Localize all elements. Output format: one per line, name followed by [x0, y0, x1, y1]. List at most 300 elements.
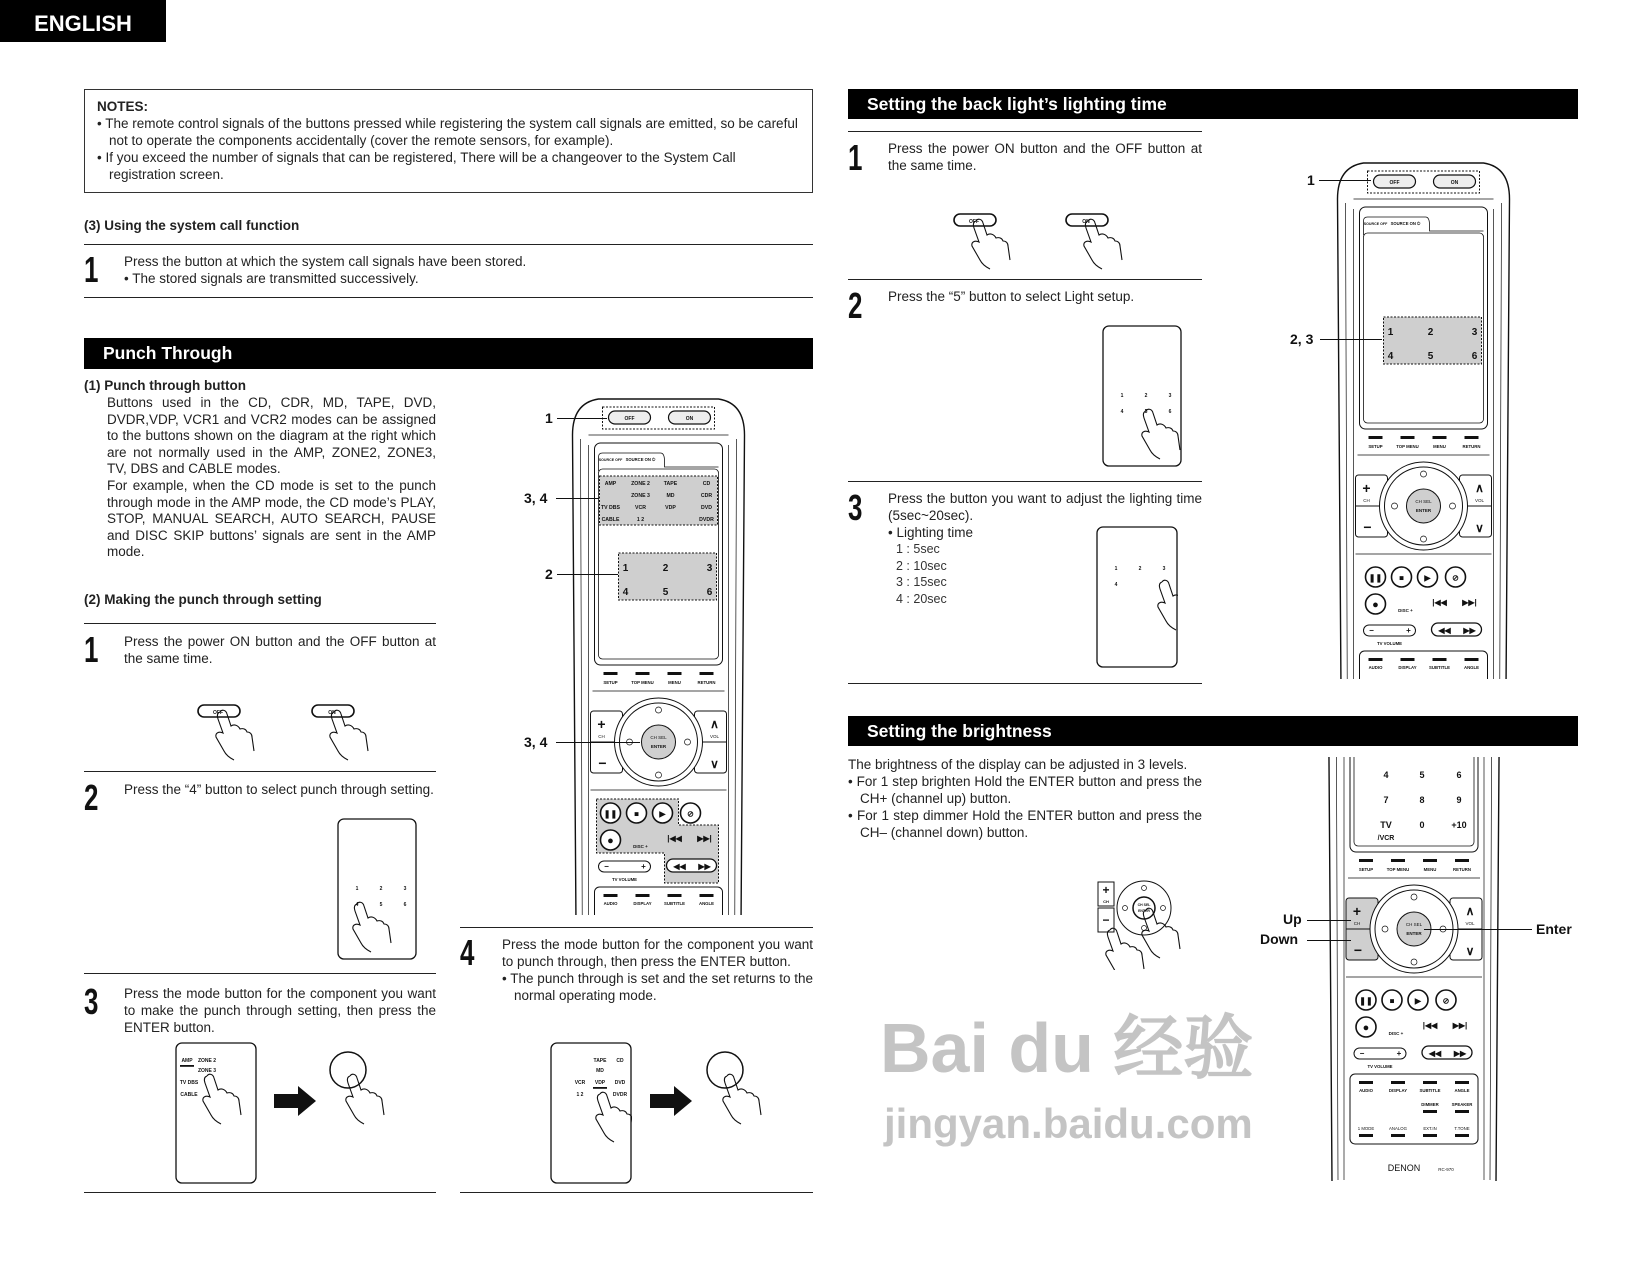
callout-label: 3, 4: [524, 734, 548, 750]
number-button-label: 4: [622, 587, 629, 598]
source-on-tab: SOURCE ON ⏻: [1390, 221, 1421, 226]
screen-button-label: VDP: [594, 1080, 606, 1086]
ch-label: CH: [1103, 899, 1109, 904]
lighting-time-label: • Lighting time: [888, 525, 974, 540]
function-button: [1455, 1081, 1469, 1084]
on-button-label: ON: [1082, 219, 1090, 225]
step-instruction: Press the mode button for the component you want to punch through, then press the ENTER button.: [502, 937, 813, 969]
number-button-label: 5: [1419, 770, 1425, 780]
screen-button-label: ZONE 2: [197, 1058, 217, 1064]
notes-title: NOTES:: [97, 99, 149, 114]
function-button-label: DISPLAY: [1388, 1088, 1408, 1093]
divider: [84, 973, 436, 974]
record-icon: ●: [1362, 1022, 1370, 1034]
number-button-label: 2: [662, 563, 669, 574]
fast-forward-icon: ▶▶: [698, 862, 711, 871]
function-button: [1391, 1134, 1405, 1137]
screen-button-label: 2: [1138, 566, 1142, 572]
system-call-heading: (3) Using the system call function: [84, 218, 300, 233]
screen-button-label: ZONE 3: [197, 1068, 217, 1074]
callout-label: 1: [545, 410, 553, 426]
step-text: Press the “5” button to select Light setup.: [888, 289, 1135, 304]
ch-label: CH: [1363, 498, 1370, 503]
screen-button-label: 3: [1168, 393, 1172, 399]
rewind-icon: ◀◀: [1428, 1049, 1442, 1058]
off-button-label: OFF: [969, 219, 979, 225]
hard-button: [668, 672, 682, 675]
ch-down-icon: −: [1353, 942, 1363, 958]
arrow-right-icon: [648, 1080, 696, 1129]
arrow-shape: [650, 1086, 692, 1116]
function-button: [700, 894, 714, 897]
screen-button-label: 4: [1120, 409, 1124, 415]
vol-up-icon: ∧: [710, 717, 719, 731]
number-button-label: 3: [706, 563, 713, 574]
callout-label: 2, 3: [1290, 331, 1314, 347]
function-button: [1455, 1110, 1469, 1113]
tv-volume-down-icon: −: [604, 862, 609, 871]
brightness-bullet: • For 1 step brighten Hold the ENTER button and press the CH+ (channel up) button.: [848, 774, 1202, 806]
callout-up: Up: [1283, 911, 1302, 927]
on-button-label: ON: [1450, 180, 1459, 186]
punch-through-description: [107, 395, 436, 561]
function-button: [1465, 658, 1479, 661]
number-button-label: 0: [1419, 820, 1425, 830]
subheading-making-setting: (2) Making the punch through setting: [84, 592, 322, 607]
lighting-time-option: 3 : 15sec: [896, 575, 947, 589]
callout-label: 1: [1307, 172, 1315, 188]
function-button-label: DISPLAY: [633, 901, 652, 906]
lighting-time-option: 2 : 10sec: [896, 558, 947, 573]
screen-illustration-number-5: [1102, 325, 1182, 472]
vol-up-icon: ∧: [1465, 904, 1475, 918]
mode-button-label: DVDR: [699, 517, 714, 523]
enter-press-illustration: [328, 1050, 398, 1145]
hard-button: [1369, 436, 1383, 439]
divider: [84, 244, 813, 245]
function-button-label: EXT.IN: [1423, 1126, 1437, 1131]
divider: [848, 481, 1202, 482]
number-button-label: 6: [706, 587, 713, 598]
number-button-label: 6: [1471, 351, 1478, 362]
leader-line: [556, 742, 640, 743]
step-number: 3: [84, 981, 99, 1022]
vol-label: VOL: [1474, 498, 1485, 503]
subheading-punch-through-button: (1) Punch through button: [84, 378, 246, 393]
hard-button-label: SETUP: [603, 680, 618, 685]
skip-back-icon: |◀◀: [667, 834, 682, 843]
rewind-icon: ◀◀: [673, 862, 686, 871]
screen-button-label: MD: [596, 1068, 604, 1074]
play-icon: ▶: [1424, 573, 1431, 583]
hard-button-label: RETURN: [1453, 867, 1471, 872]
step-number: 4: [460, 932, 475, 973]
hard-button-label: RETURN: [1462, 444, 1481, 449]
function-button: [1401, 658, 1415, 661]
leader-line: [556, 498, 599, 499]
screen-button-label: 2: [379, 886, 383, 892]
off-button-label: OFF: [624, 416, 635, 422]
leader-line: [1307, 920, 1351, 921]
on-button-label: ON: [685, 416, 694, 422]
screen-button-label: AMP: [181, 1058, 193, 1064]
leader-line: [557, 418, 607, 419]
brightness-bullet: • For 1 step dimmer Hold the ENTER button and press the CH– (channel down) button.: [848, 808, 1202, 840]
step-text: [502, 936, 813, 1004]
function-button: [1391, 1081, 1405, 1084]
hard-button: [700, 672, 714, 675]
off-button-press-illustration: [196, 703, 266, 768]
brightness-text: [848, 756, 1202, 841]
screen-illustration-component: [550, 1042, 632, 1189]
mode-button-label: CD: [702, 481, 711, 487]
function-button-label: SPEAKER: [1451, 1102, 1473, 1107]
lighting-time-option: 4 : 20sec: [896, 591, 947, 606]
screen-button-label: 1: [1114, 566, 1118, 572]
function-button-label: SUBTITLE: [663, 901, 686, 906]
number-button-label: 6: [1456, 770, 1462, 780]
step-text: Press the power ON button and the OFF button at the same time.: [124, 634, 436, 666]
hard-button-label: MENU: [668, 680, 681, 685]
brand-logo: DENON: [1387, 1163, 1421, 1173]
mute-icon: ⊘: [1442, 996, 1450, 1006]
hard-button: [1401, 436, 1415, 439]
screen-button-label: 3: [1162, 566, 1166, 572]
function-button-label: AUDIO: [1359, 1088, 1373, 1093]
number-button-label: TV: [1380, 820, 1392, 830]
mode-button-label: ZONE 2: [631, 481, 650, 487]
hard-button-label: MENU: [1423, 867, 1437, 872]
callout-down: Down: [1260, 931, 1299, 947]
screen-button-label: 1 2: [576, 1092, 584, 1098]
skip-forward-icon: ▶▶|: [697, 834, 712, 843]
pause-icon: ❚❚: [1368, 573, 1383, 583]
callout-enter: Enter: [1536, 921, 1572, 937]
disc-skip-label: DISC +: [1398, 608, 1413, 613]
divider: [848, 279, 1202, 280]
disc-skip-label: DISC +: [633, 844, 648, 849]
record-icon: ●: [1372, 599, 1379, 611]
function-button: [1369, 658, 1383, 661]
hard-button-label: RETURN: [697, 680, 716, 685]
rewind-icon: ◀◀: [1438, 626, 1451, 635]
tv-volume-up-icon: +: [1406, 626, 1411, 635]
enter-label: ENTER: [1415, 508, 1432, 513]
mode-button-label: MD: [666, 493, 675, 499]
divider: [460, 1192, 813, 1193]
source-off-tab: SOURCE OFF: [1363, 222, 1388, 226]
hard-button: [636, 672, 650, 675]
function-button: [1359, 1134, 1373, 1137]
function-button-label: DISPLAY: [1398, 665, 1417, 670]
screen-illustration-number-4: [337, 818, 417, 965]
vol-up-icon: ∧: [1475, 481, 1484, 495]
divider: [84, 1192, 436, 1193]
pause-icon: ❚❚: [603, 809, 618, 819]
play-icon: ▶: [1414, 996, 1422, 1006]
arrow-right-icon: [272, 1080, 320, 1129]
note-item: • If you exceed the number of signals that can be registered, There will be a changeover to the System Call registration screen.: [97, 150, 736, 182]
divider: [848, 683, 1202, 684]
function-button-label: 1 MODE: [1357, 1126, 1375, 1131]
disc-skip-label: DISC +: [1388, 1031, 1404, 1036]
number-button-label: 4: [1383, 770, 1389, 780]
mode-button-label: CABLE: [601, 517, 620, 523]
number-button-label: 4: [1387, 351, 1394, 362]
function-button: [668, 894, 682, 897]
hard-button-label: SETUP: [1368, 444, 1383, 449]
bottom-panel: [1350, 1074, 1478, 1144]
screen-button-label: DVDR: [612, 1092, 628, 1098]
number-button-label: 7: [1383, 795, 1389, 805]
arrow-shape: [274, 1086, 316, 1116]
hard-button: [604, 672, 618, 675]
function-button-label: DIMMER: [1421, 1102, 1439, 1107]
off-button-label: OFF: [213, 710, 223, 716]
number-button-label: 1: [622, 563, 629, 574]
hard-button: [1455, 859, 1469, 862]
brightness-intro: The brightness of the display can be adjusted in 3 levels.: [848, 757, 1188, 772]
step-text: Press the power ON button and the OFF button at the same time.: [888, 141, 1202, 173]
screen-button-label: CABLE: [180, 1092, 198, 1098]
fast-forward-icon: ▶▶: [1463, 626, 1476, 635]
pause-icon: ❚❚: [1359, 996, 1373, 1006]
step-instruction: Press the button at which the system call signals have been stored.: [124, 254, 527, 269]
note-item: • The remote control signals of the buttons pressed while registering the system call signals are emitted, so be careful not to operate the components accidentally (cover the remote sensors, for example).: [97, 116, 798, 148]
ch-up-icon: +: [1352, 903, 1362, 919]
screen-button-label: 6: [403, 902, 407, 908]
function-button: [1359, 1081, 1373, 1084]
ch-up-icon: +: [1362, 480, 1371, 496]
number-button-label: 5: [662, 587, 669, 598]
off-button-label: OFF: [1389, 180, 1400, 186]
divider: [460, 927, 813, 928]
divider: [84, 623, 436, 624]
on-button-press-illustration: [1064, 212, 1134, 277]
screen-button-label: 6: [1168, 409, 1172, 415]
ch-label: CH: [598, 734, 605, 739]
function-button: [1423, 1134, 1437, 1137]
tv-volume-label: TV VOLUME: [611, 877, 638, 882]
function-button-label: ANGLE: [698, 901, 715, 906]
hard-button: [1359, 859, 1373, 862]
section-header-brightness: Setting the brightness: [848, 716, 1578, 746]
section-header-punch-through: Punch Through: [84, 338, 813, 369]
step-number: 2: [848, 285, 863, 326]
screen-button-label: 1: [355, 886, 359, 892]
ch-sel-label: CH SEL: [1137, 903, 1151, 907]
function-button-label: SUBTITLE: [1419, 1088, 1441, 1093]
tv-volume-up-icon: +: [1396, 1049, 1402, 1058]
screen-button-label: 5: [379, 902, 383, 908]
paragraph: Buttons used in the CD, CDR, MD, TAPE, DVD, DVDR,VDP, VCR1 and VCR2 modes can be assigned to the buttons shown on the diagram at the right which are not normally used in the AMP, ZONE2, ZONE3, TV, DBS and CABLE modes.: [107, 395, 436, 477]
step-number: 1: [84, 249, 99, 290]
callout-label: 2: [545, 566, 553, 582]
tv-volume-up-icon: +: [641, 862, 646, 871]
function-button-label: ANGLE: [1454, 1088, 1470, 1093]
hard-button-label: MENU: [1433, 444, 1446, 449]
hard-button: [1433, 436, 1447, 439]
watermark-logo: Bai du 经验: [880, 1009, 1254, 1087]
hard-button: [1391, 859, 1405, 862]
screen-outline: [551, 1043, 631, 1183]
mode-button-label: CDR: [700, 493, 713, 499]
screen-button-label: 3: [403, 886, 407, 892]
mode-button-label: TV DBS: [600, 505, 621, 511]
lighting-time-option: 1 : 5sec: [896, 542, 940, 556]
language-tab: ENGLISH: [0, 0, 166, 42]
notes-box: [84, 89, 813, 193]
screen-button-label: CD: [616, 1058, 624, 1064]
function-button: [1423, 1081, 1437, 1084]
ch-down-icon: −: [598, 755, 607, 771]
record-icon: ●: [607, 835, 614, 847]
screen-button-label: 1: [1120, 393, 1124, 399]
step-text: Press the “4” button to select punch through setting.: [124, 782, 434, 797]
number-button-label: 2: [1427, 327, 1434, 338]
screen-illustration-lighting: [1096, 526, 1178, 673]
tv-volume-down-icon: −: [1369, 626, 1374, 635]
stop-icon: ■: [1389, 996, 1395, 1006]
screen-button-label: TAPE: [593, 1058, 607, 1064]
on-button-press-illustration: [310, 703, 380, 768]
enter-label: ENTER: [1406, 931, 1422, 936]
step-number: 1: [848, 137, 863, 178]
source-on-tab: SOURCE ON ⏻: [625, 457, 656, 462]
hard-button-label: TOP MENU: [631, 680, 654, 685]
hard-button-label: TOP MENU: [1396, 444, 1419, 449]
vol-label: VOL: [1465, 921, 1475, 926]
number-button-label: 3: [1471, 327, 1478, 338]
skip-back-icon: |◀◀: [1432, 598, 1447, 607]
number-button-label: 5: [1427, 351, 1434, 362]
screen-button-label: 2: [1144, 393, 1148, 399]
stop-icon: ■: [634, 809, 639, 819]
function-button-label: ANALOG: [1389, 1126, 1407, 1131]
watermark-url: jingyan.baidu.com: [884, 1100, 1253, 1147]
step-number: 3: [848, 487, 863, 528]
ch-up-icon: +: [597, 716, 606, 732]
ch-down-icon: −: [1102, 913, 1110, 927]
remote-diagram-brightness: [1324, 757, 1504, 1186]
ch-sel-label: CH SEL: [1415, 499, 1432, 504]
hard-button: [1465, 436, 1479, 439]
step-instruction: Press the button you want to adjust the lighting time (5sec~20sec).: [888, 491, 1202, 523]
step-bullet: • The punch through is set and the set returns to the normal operating mode.: [502, 971, 813, 1003]
number-button-label: +10: [1451, 820, 1467, 830]
function-button: [1455, 1134, 1469, 1137]
fast-forward-icon: ▶▶: [1453, 1049, 1467, 1058]
selection-underline: [593, 1087, 607, 1089]
vol-down-icon: ∨: [1465, 944, 1475, 958]
enter-press-illustration: [705, 1050, 775, 1145]
number-button-label: 8: [1419, 795, 1425, 805]
tv-volume-label: TV VOLUME: [1376, 641, 1403, 646]
section-header-backlight: Setting the back light’s lighting time: [848, 89, 1578, 119]
source-off-tab: SOURCE OFF: [598, 458, 623, 462]
model-number: RC-970: [1438, 1167, 1454, 1172]
function-button: [1423, 1110, 1437, 1113]
function-button-label: ANGLE: [1463, 665, 1480, 670]
enter-button: [642, 725, 676, 759]
mute-icon: ⊘: [687, 809, 694, 819]
mode-button-label: 1 2: [636, 517, 645, 523]
divider: [84, 771, 436, 772]
tv-vcr-label: /VCR: [1377, 835, 1395, 842]
leader-line: [1307, 940, 1351, 941]
function-button-label: AUDIO: [603, 901, 618, 906]
play-icon: ▶: [659, 809, 666, 819]
on-button-label: ON: [328, 710, 336, 716]
screen-button-label: 4: [1114, 582, 1118, 588]
screen-illustration-mode: [175, 1042, 257, 1189]
number-button-label: 9: [1456, 795, 1462, 805]
divider: [84, 297, 813, 298]
skip-forward-icon: ▶▶|: [1462, 598, 1477, 607]
screen-outline: [1097, 527, 1177, 667]
stop-icon: ■: [1399, 573, 1404, 583]
leader-line: [557, 574, 618, 575]
vol-label: VOL: [709, 734, 720, 739]
function-button-label: SUBTITLE: [1428, 665, 1451, 670]
ch-enter-press-illustration: [1096, 880, 1191, 975]
enter-button: [1407, 489, 1441, 523]
ch-label: CH: [1353, 921, 1361, 926]
screen-outline: [176, 1043, 256, 1183]
divider: [848, 131, 1202, 132]
function-button: [1433, 658, 1447, 661]
remote-diagram-backlight: [1332, 159, 1515, 684]
ch-sel-label: CH SEL: [650, 735, 667, 740]
function-button-label: AUDIO: [1368, 665, 1383, 670]
hard-button-label: SETUP: [1358, 867, 1374, 872]
ch-down-icon: −: [1363, 519, 1372, 535]
mode-button-label: ZONE 3: [631, 493, 650, 499]
step-number: 2: [84, 777, 99, 818]
ch-sel-label: CH SEL: [1405, 922, 1423, 927]
remote-diagram-punch-through: [567, 395, 750, 920]
mode-button-label: TAPE: [663, 481, 678, 487]
step-text: [124, 253, 724, 287]
skip-back-icon: |◀◀: [1422, 1021, 1438, 1030]
tv-volume-label: TV VOLUME: [1367, 1064, 1393, 1069]
selection-underline: [180, 1065, 194, 1067]
enter-label: ENTER: [1138, 909, 1150, 913]
tv-volume-down-icon: −: [1359, 1049, 1365, 1058]
function-button: [604, 894, 618, 897]
step-bullet: • The stored signals are transmitted successively.: [124, 271, 419, 286]
mute-icon: ⊘: [1452, 573, 1459, 583]
leader-line: [1319, 180, 1371, 181]
mode-button-label: DVD: [701, 505, 712, 511]
off-button-press-illustration: [952, 212, 1022, 277]
screen-button-label: VCR: [574, 1080, 586, 1086]
step-text: Press the mode button for the component you want to make the punch through setting, then press the ENTER button.: [124, 986, 436, 1035]
mode-button-label: AMP: [604, 481, 617, 487]
hard-button-label: TOP MENU: [1386, 867, 1410, 872]
enter-label: ENTER: [650, 744, 667, 749]
hard-button: [1423, 859, 1437, 862]
screen-button-label: 5: [1144, 409, 1148, 415]
function-button: [636, 894, 650, 897]
leader-line: [1320, 339, 1382, 340]
leader-line: [1424, 929, 1532, 930]
screen-button-label: DVD: [614, 1080, 626, 1086]
step-number: 1: [84, 629, 99, 670]
mode-button-label: VCR: [635, 505, 646, 511]
vol-down-icon: ∨: [710, 757, 719, 771]
vol-down-icon: ∨: [1475, 521, 1484, 535]
